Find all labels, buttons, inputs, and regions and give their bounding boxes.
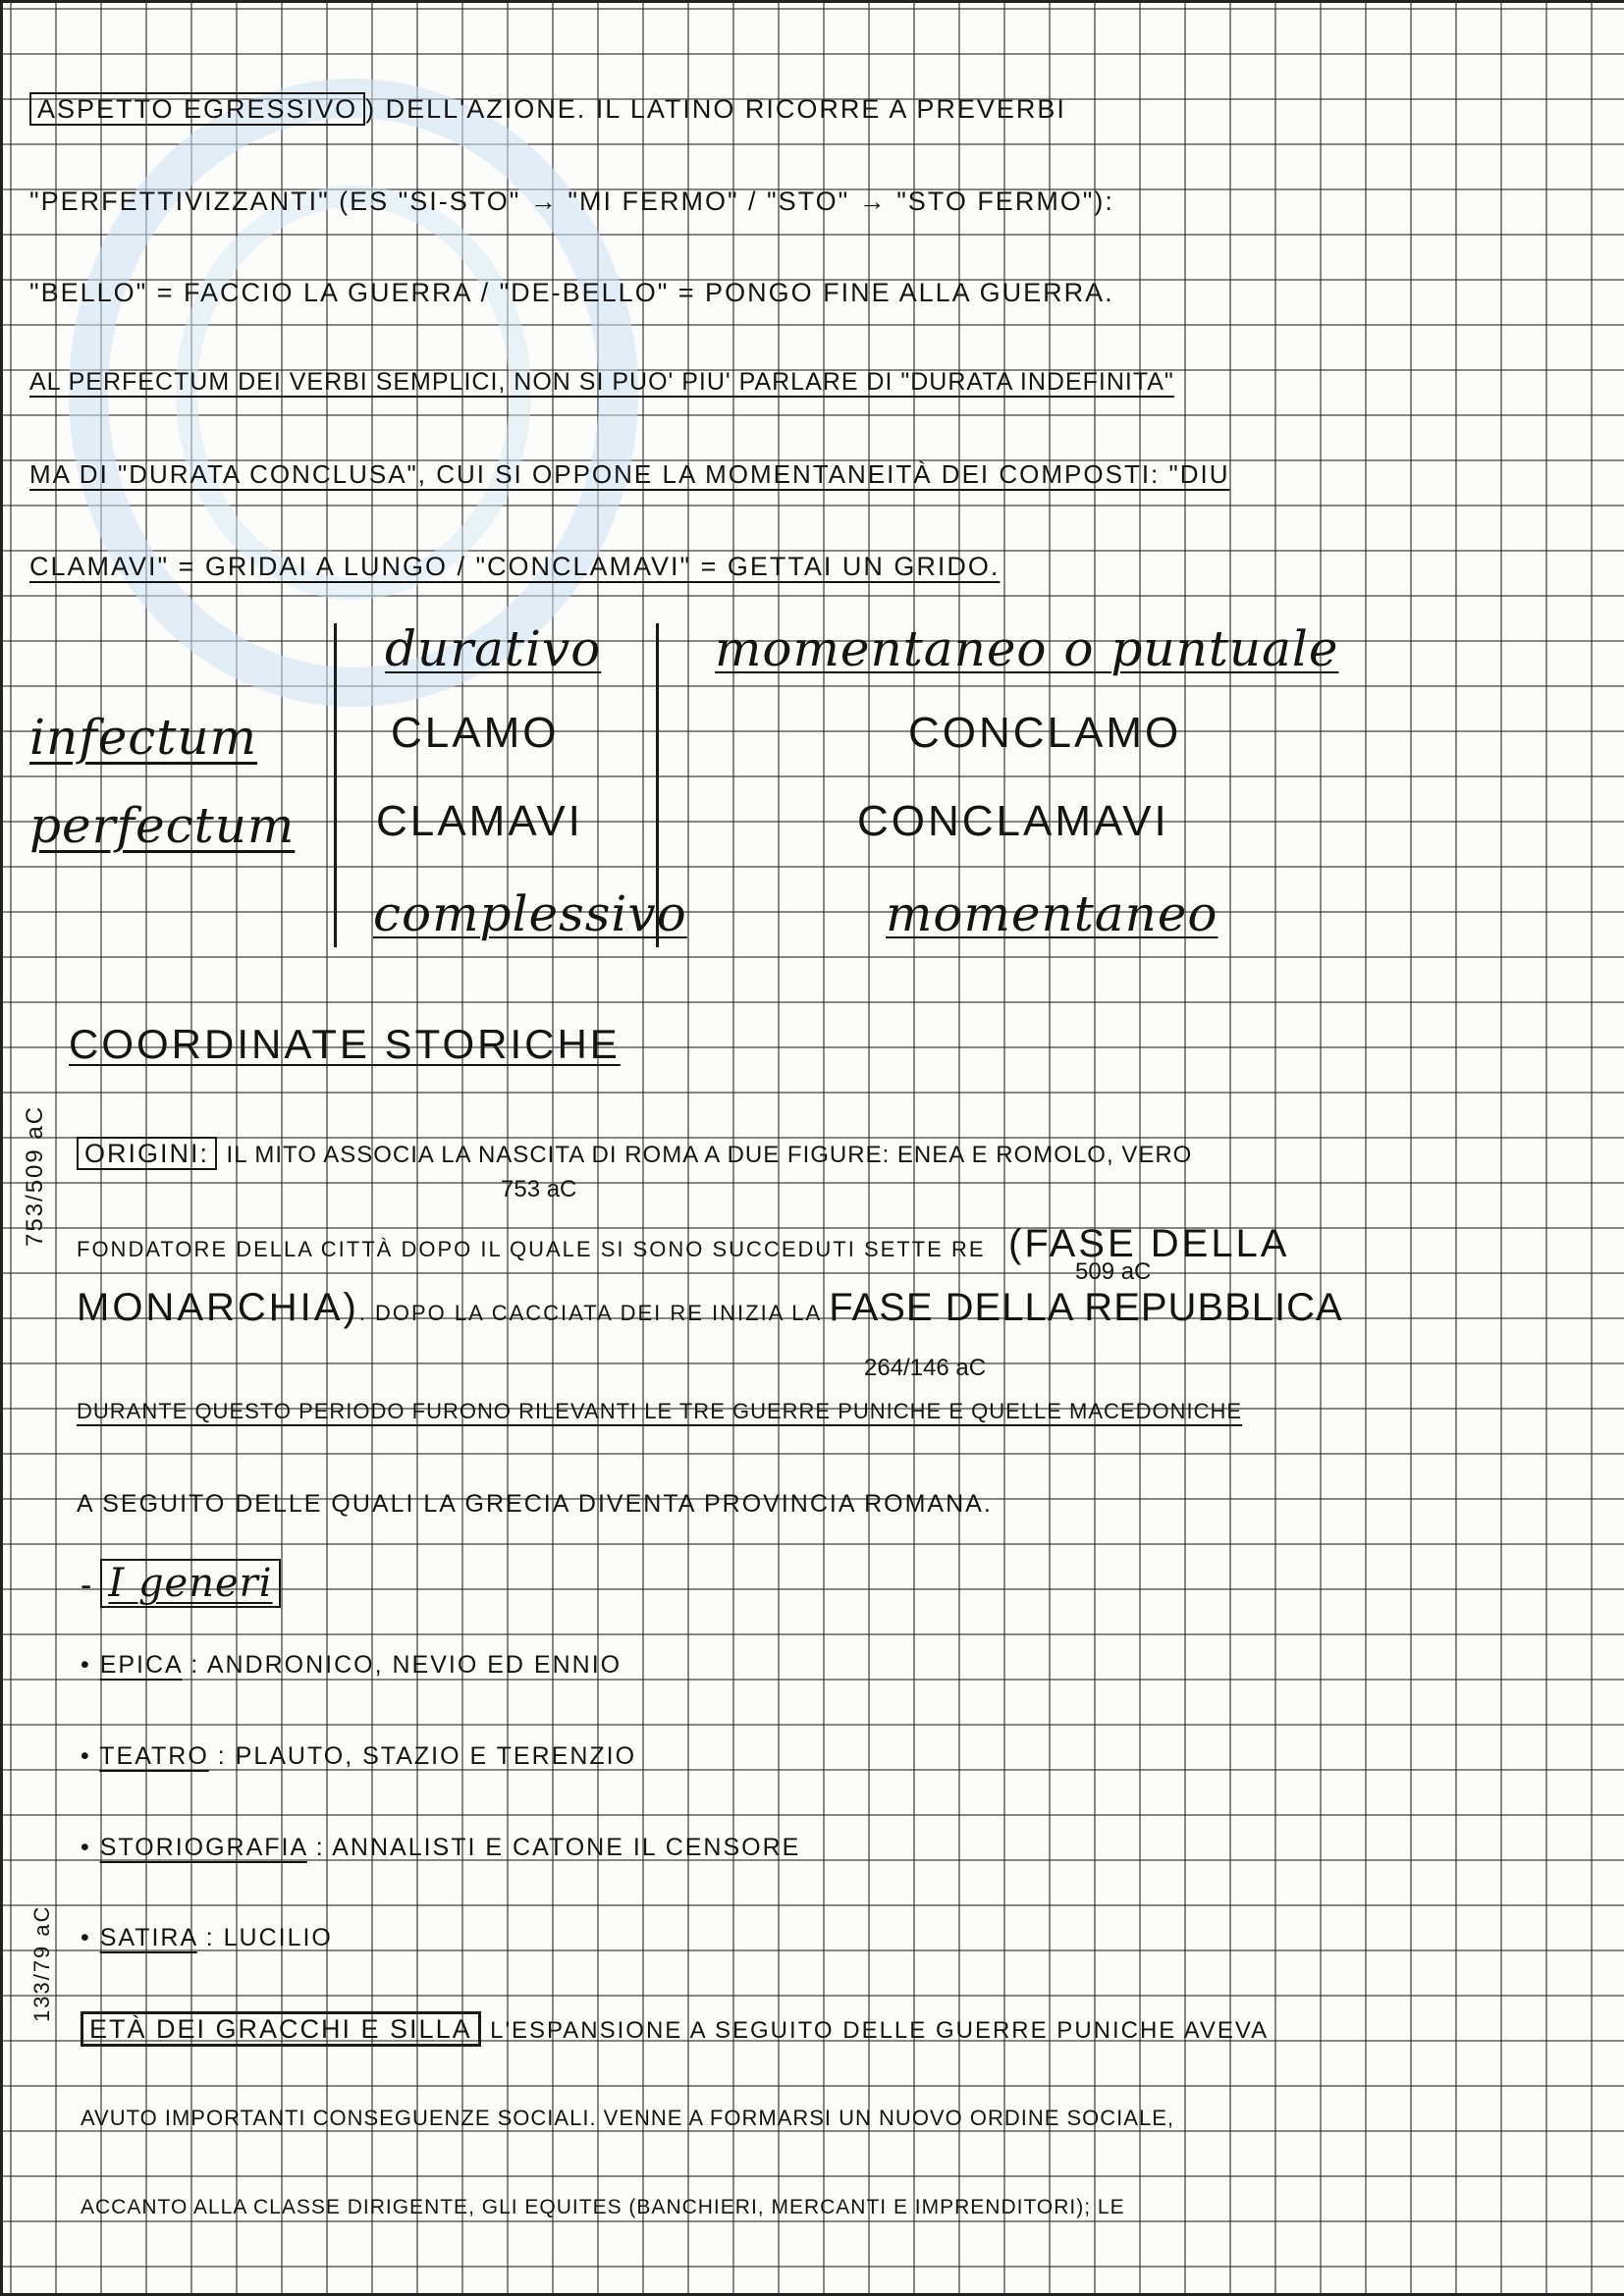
genere-item (81, 1651, 622, 1680)
row-label-infectum: infectum (29, 709, 257, 766)
genere-name: EPICA (99, 1651, 183, 1679)
bullet: • (81, 1924, 100, 1951)
origini-line-4: DURANTE QUESTO PERIODO FURONO RILEVANTI LE TRE GUERRE PUNICHE E QUELLE MACEDONICHE (77, 1399, 1243, 1423)
note-line-3: "BELLO" = FACCIO LA GUERRA / "DE-BELLO" = PONGO FINE ALLA GUERRA. (29, 278, 1114, 307)
generi-heading-text: I generi (100, 1559, 280, 1608)
genere-colon: : (306, 1834, 333, 1861)
note-line-5: MA DI "DURATA CONCLUSA", CUI SI OPPONE LA MOMENTANEITÀ DEI COMPOSTI: "DIU (29, 459, 1230, 489)
cell-perfectum-durativo: CLAMAVI (376, 797, 583, 845)
gracchi-line-2: AVUTO IMPORTANTI CONSEGUENZE SOCIALI. VENNE A FORMARSI UN NUOVO ORDINE SOCIALE, (81, 2106, 1174, 2130)
origini-line-3 (77, 1286, 1343, 1330)
genere-authors: LUCILIO (223, 1924, 333, 1951)
col-header-durativo: durativo (385, 620, 602, 677)
table-divider-1 (334, 623, 337, 947)
bullet: • (81, 1742, 100, 1770)
genere-authors: ANNALISTI E CATONE IL CENSORE (332, 1834, 801, 1861)
genere-colon: : (196, 1924, 224, 1951)
genere-item (81, 1834, 800, 1862)
genere-authors: ANDRONICO, NEVIO ED ENNIO (206, 1651, 623, 1679)
genere-name: TEATRO (99, 1742, 209, 1770)
note-line-6: CLAMAVI" = GRIDAI A LUNGO / "CONCLAMAVI" = GETTAI UN GRIDO. (29, 552, 1001, 581)
aspect-boxed-term: ASPETTO EGRESSIVO (29, 92, 365, 126)
bullet: • (81, 1834, 100, 1861)
origini-line-2-text: FONDATORE DELLA CITTÀ DOPO IL QUALE SI SONO SUCCEDUTI SETTE RE (77, 1237, 986, 1261)
side-dates-gracchi: 133/79 aC (29, 1904, 54, 2022)
note-line-4: AL PERFECTUM DEI VERBI SEMPLICI, NON SI PUO' PIU' PARLARE DI "DURATA INDEFINITA" (29, 368, 1174, 396)
date-509: 509 aC (1075, 1258, 1152, 1285)
origini-line-3-text: . DOPO LA CACCIATA DEI RE INIZIA LA (358, 1301, 823, 1325)
genere-name: STORIOGRAFIA (99, 1834, 307, 1861)
fase-repubblica: FASE DELLA REPUBBLICA (829, 1286, 1343, 1329)
origini-line-1 (77, 1139, 1192, 1169)
section-heading-coordinate-storiche: COORDINATE STORICHE (69, 1021, 621, 1067)
genere-item (81, 1924, 333, 1952)
fase-monarchia-b: MONARCHIA) (77, 1286, 359, 1329)
bullet: • (81, 1651, 100, 1679)
note-line-2: "PERFETTIVIZZANTI" (ES "SI-STO" → "MI FERMO" / "STO" → "STO FERMO"): (29, 187, 1114, 216)
origini-boxed-term: ORIGINI: (77, 1137, 217, 1170)
gracchi-line-1 (81, 2014, 1269, 2045)
col-header-momentaneo: momentaneo o puntuale (715, 620, 1339, 677)
cell-perfectum-momentaneo: CONCLAMAVI (857, 797, 1169, 845)
genere-name: SATIRA (99, 1924, 197, 1951)
genere-item (81, 1742, 636, 1771)
genere-authors: PLAUTO, STAZIO E TERENZIO (235, 1742, 637, 1770)
gracchi-line-3: ACCANTO ALLA CLASSE DIRIGENTE, GLI EQUITES (BANCHIERI, MERCANTI E IMPRENDITORI); LE (81, 2196, 1125, 2218)
genere-colon: : (208, 1742, 236, 1770)
origini-line-5: A SEGUITO DELLE QUALI LA GRECIA DIVENTA PROVINCIA ROMANA. (77, 1490, 993, 1518)
gracchi-boxed-term: ETÀ DEI GRACCHI E SILLA (81, 2011, 481, 2047)
row-label-perfectum: perfectum (29, 797, 296, 854)
note-line-1-text: ) DELL'AZIONE. IL LATINO RICORRE A PREVERBI (365, 94, 1066, 124)
fase-monarchia-a: (FASE DELLA (1008, 1222, 1290, 1265)
note-line-1 (29, 94, 1066, 125)
col-footer-momentaneo: momentaneo (886, 885, 1218, 942)
cell-infectum-momentaneo: CONCLAMO (908, 709, 1182, 757)
col-footer-complessivo: complessivo (373, 885, 687, 942)
generi-dash: - (81, 1567, 94, 1604)
gracchi-line-1-text: L'ESPANSIONE A SEGUITO DELLE GUERRE PUNICHE AVEVA (490, 2017, 1270, 2044)
date-753: 753 aC (501, 1176, 577, 1202)
side-dates-origini: 753/509 aC (22, 1104, 48, 1247)
generi-heading (81, 1561, 281, 1606)
cell-infectum-durativo: CLAMO (391, 709, 560, 757)
date-264-146: 264/146 aC (864, 1355, 987, 1381)
genere-colon: : (182, 1651, 207, 1679)
origini-text: IL MITO ASSOCIA LA NASCITA DI ROMA A DUE FIGURE: ENEA E ROMOLO, VERO (226, 1142, 1193, 1168)
